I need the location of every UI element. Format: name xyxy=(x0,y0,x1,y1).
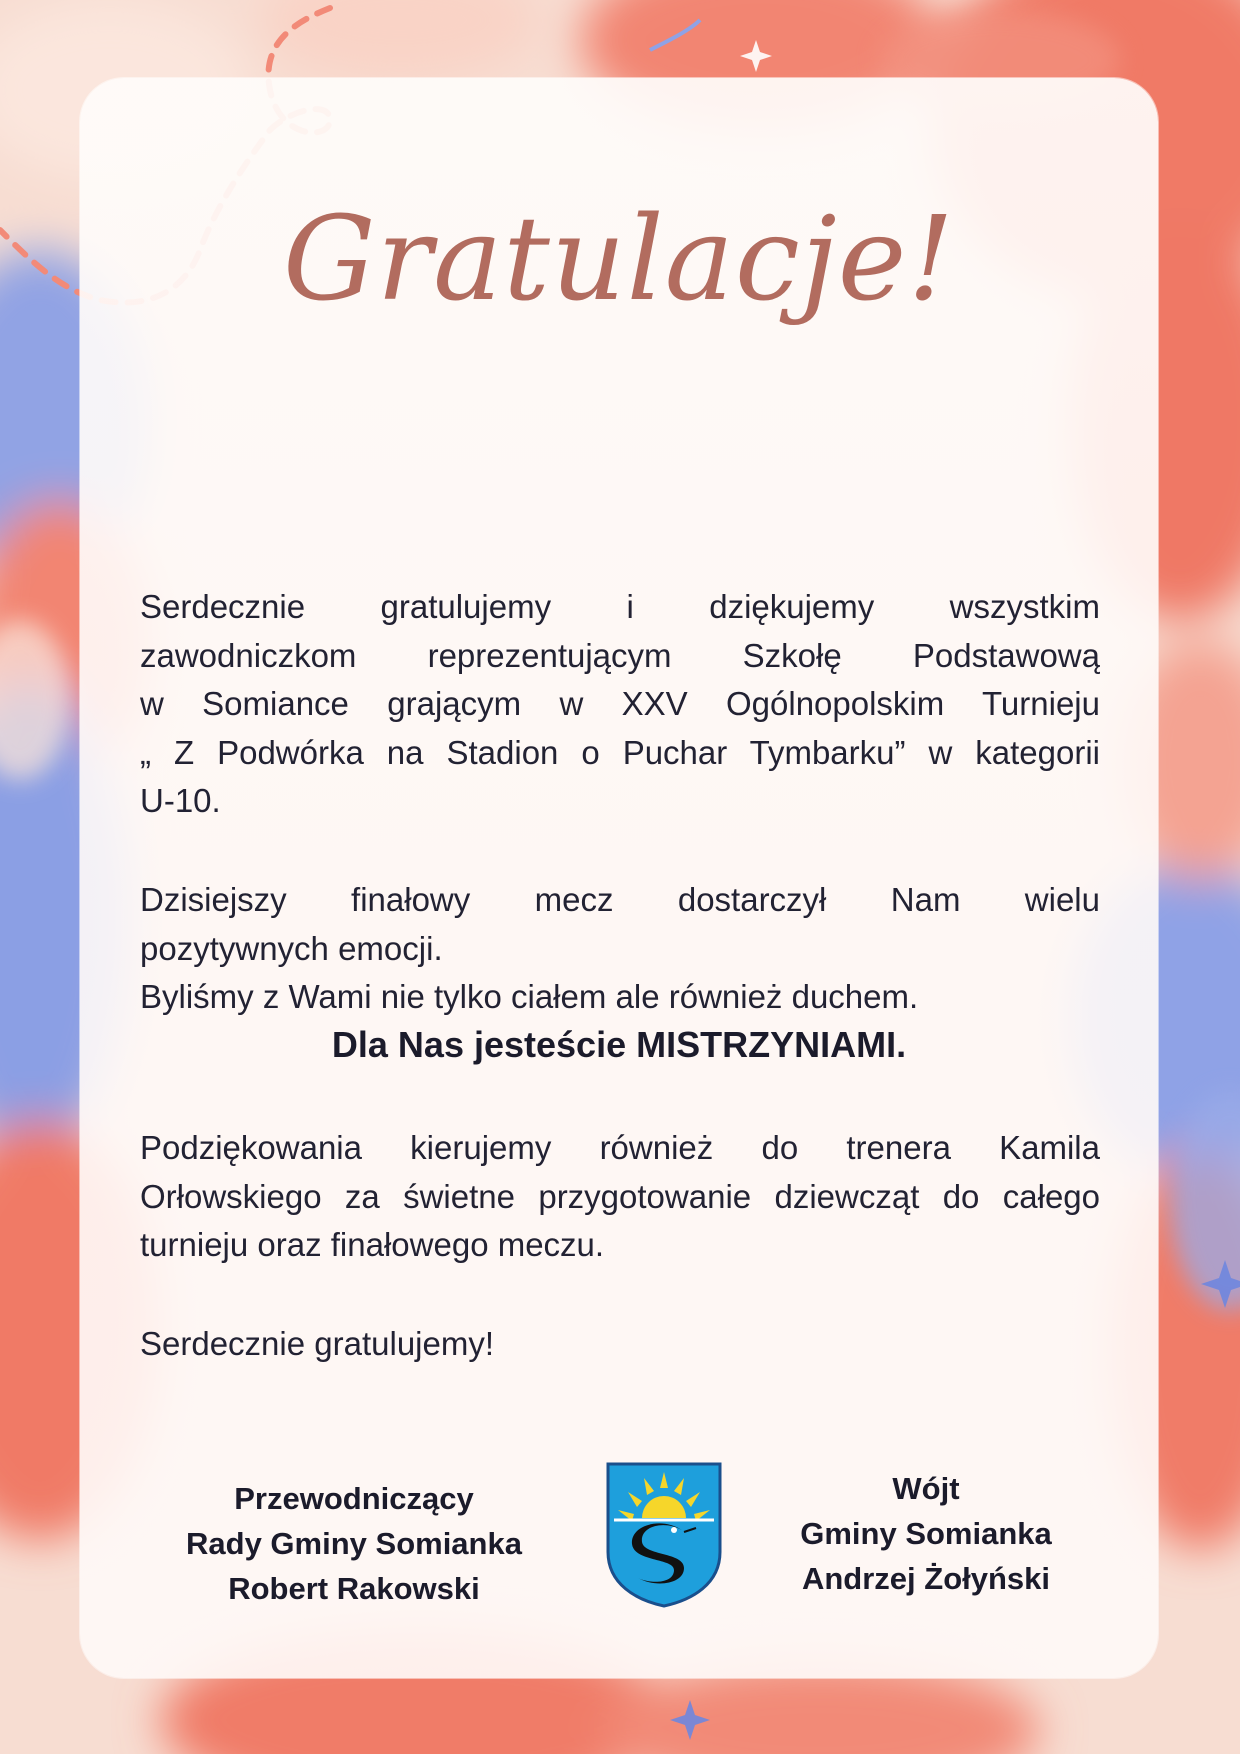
signature-right-organization: Gminy Somianka xyxy=(800,1516,1052,1551)
signature-mayor xyxy=(736,1466,1116,1601)
signature-left-person: Robert Rakowski xyxy=(228,1571,480,1606)
paragraph-2-line-2: pozytywnych emocji. xyxy=(140,929,443,967)
paragraph-2-line-1: Dzisiejszy finałowy mecz dostarczył Nam wielu xyxy=(140,881,1100,918)
paragraph-3-line-2: Orłowskiego za świetne przygotowanie dziewcząt do całego xyxy=(140,1177,1100,1215)
signature-left-organization: Rady Gminy Somianka xyxy=(186,1526,522,1561)
signature-left-role: Przewodniczący xyxy=(234,1481,474,1516)
closing-line: Serdecznie gratulujemy! xyxy=(140,1325,495,1362)
paragraph-3-line-3: turnieju oraz finałowego meczu. xyxy=(140,1226,605,1263)
champions-highlight: Dla Nas jesteście MISTRZYNIAMI. xyxy=(331,1024,907,1065)
coat-of-arms-icon xyxy=(604,1460,724,1610)
paragraph-1-line-4: „ Z Podwórka na Stadion o Puchar Tymbarku” w kategorii xyxy=(140,733,1100,771)
paragraph-1-line-2: zawodniczkom reprezentującym Szkołę Podstawową xyxy=(140,636,1100,674)
paragraph-congratulations xyxy=(140,583,1100,826)
paragraph-final-match xyxy=(140,876,1100,1022)
paragraph-1-line-5: U-10. xyxy=(140,782,221,819)
page-title: Gratulacje! xyxy=(282,192,956,327)
signature-right-person: Andrzej Żołyński xyxy=(801,1561,1051,1596)
paragraph-2-line-3: Byliśmy z Wami nie tylko ciałem ale również duchem. xyxy=(140,978,919,1015)
signature-council-chairman xyxy=(164,1476,544,1611)
paragraph-1-line-1: Serdecznie gratulujemy i dziękujemy wszystkim xyxy=(140,588,1100,625)
signature-right-role: Wójt xyxy=(892,1471,960,1506)
paragraph-3-line-1: Podziękowania kierujemy również do trenera Kamila xyxy=(140,1129,1100,1166)
content-card xyxy=(80,78,1158,1678)
paragraph-coach-thanks xyxy=(140,1124,1100,1270)
paragraph-1-line-3: w Somiance grającym w XXV Ogólnopolskim Turnieju xyxy=(140,685,1100,722)
